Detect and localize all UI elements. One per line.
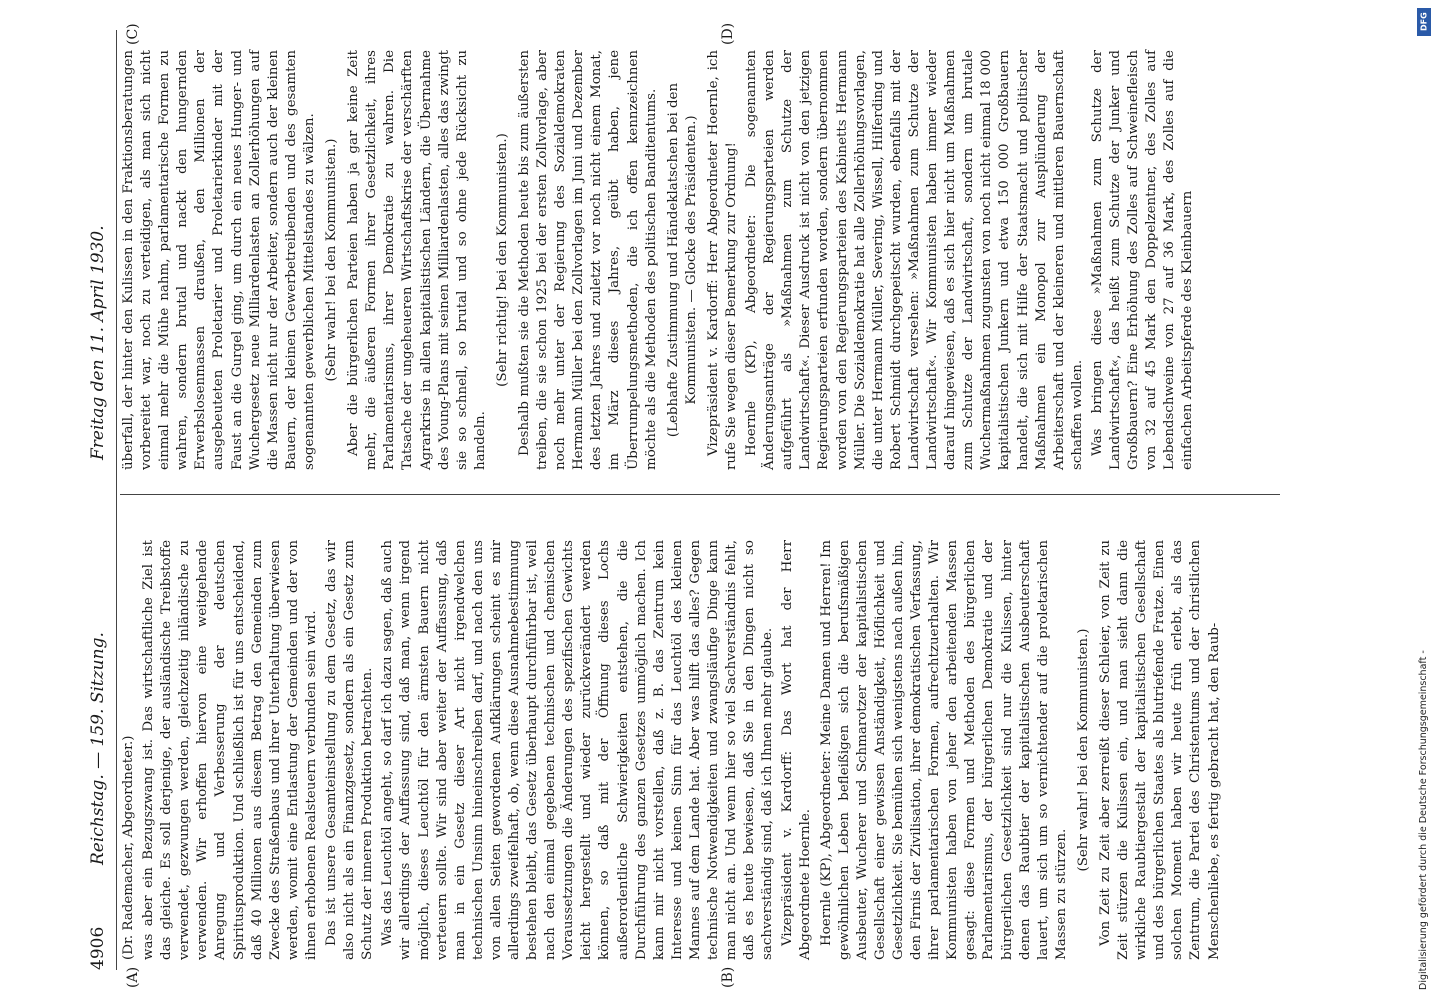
- margin-marker-c: (C): [125, 23, 141, 45]
- paragraph: Deshalb mußten sie die Methoden heute bis zum äußersten treiben, die sie schon 1925 bei der ersten Zollvorlage, aber noch mehr unter der Regierung des Sozialdemokraten Hermann Müller bei den Zollvorlagen im Juni und Dezember des letzten Jahres und zuletzt vor noch nicht einem Monat, im März dieses Jahres, geübt haben, jene Überrumpelungsmethoden, die ich offen kennzeichnen möchte als die Methoden des politischen Banditentums.: [516, 50, 659, 470]
- paragraph: Von Zeit zu Zeit aber zerreißt dieser Schleier, von Zeit zu Zeit stürzen die Kulissen ein, und man sieht dann die wirkliche Raubtiergestalt der kapitalistischen Gesellschaft und des bürgerlichen Staates als blutriefende Fratze. Einen solchen Moment haben wir heute früh erlebt, als das Zentrum, die Partei des Christentums und der christlichen Menschenliebe, es fertig gebracht hat, den Raub-: [1097, 540, 1222, 960]
- dfg-logo: DFG: [1417, 8, 1431, 36]
- margin-marker-b: (B): [720, 966, 736, 988]
- right-running-title: Freitag den 11. April 1930.: [88, 225, 108, 460]
- paragraph: Vizepräsident v. Kardorff: Herr Abgeordneter Hoernle, ich rufe Sie wegen dieser Bemerkung zur Ordnung!: [705, 50, 739, 470]
- interjection: (Sehr wahr! bei den Kommunisten.): [324, 138, 340, 382]
- digitization-credit: [1416, 10, 1432, 1000]
- header-rule: [116, 30, 117, 970]
- speaker-reference: (Dr. Rademacher, Abgeordneter.): [121, 735, 136, 960]
- interjection: (Sehr richtig! bei den Kommunisten.): [494, 133, 510, 387]
- page-number: 4906: [88, 926, 108, 970]
- page-header: [88, 50, 118, 970]
- left-running-title: Reichstag. — 159. Sitzung.: [88, 632, 108, 865]
- paragraph: Was das Leuchtöl angeht, so darf ich dazu sagen, daß auch wir allerdings der Auffassung sind, daß man, wenn irgend möglich, dieses Leuchtöl für den ärmsten Bauern nicht verteuern sollte. Wir sind aber weiter der Auffassung, daß man in ein Gesetz dieser Art nicht irgendwelchen technischen Unsinn hineinschreiben darf, und nach den uns von allen Seiten gewordenen Aufklärungen scheint es mir allerdings zweifelhaft, ob, wenn diese Ausnahmebestimmung bestehen bleibt, das Gesetz überhaupt durchführbar ist, weil nach den einmal gegebenen technischen und chemischen Voraussetzungen die Änderungen des spezifischen Gewichts leicht hergestellt und wieder zurückverändert werden können, so daß mit der Öffnung dieses Lochs außerordentliche Schwierigkeiten entstehen, die die Durchführung des ganzen Gesetzes unmöglich machen. Ich kann mir nicht vorstellen, daß z. B. das Zentrum kein Interesse und keinen Sinn für das Leuchtöl des kleinen Mannes auf dem Lande hat. Aber was hilft das alles? Gegen technische Notwendigkeiten und zwangsläufige Dinge kann man nicht an. Und wenn hier so viel Sachverständnis fehlt, daß es heute bewiesen, daß Sie in den Dingen nicht so sachverständig sind, daß ich Ihnen mehr glaube.: [380, 540, 776, 960]
- interjection: (Lebhafte Zustimmung und Händeklatschen bei den Kommunisten. — Glocke des Präsidenten.): [665, 82, 699, 438]
- interjection: (Sehr wahr! bei den Kommunisten.): [1075, 628, 1091, 872]
- column-right: [120, 50, 1199, 470]
- paragraph: Hoernle (KP), Abgeordneter: Die sogenannten Änderungsanträge der Regierungsparteien werden aufgeführt als »Maßnahmen zum Schutze der Landwirtschaft«. Dieser Ausdruck ist nicht von den jetzigen Regierungsparteien erfunden worden, sondern übernommen worden von den Regierungsparteien des Kabinetts Hermann Müller. Die Sozialdemokratie hat alle Zollerhöhungsvorlagen, die unter Hermann Müller, Severing, Wissell, Hilferding und Robert Schmidt durchgepeitscht wurden, ebenfalls mit der Landwirtschaft versehen: »Maßnahmen zum Schutze der Landwirtschaft«. Wir Kommunisten haben immer wieder darauf hingewiesen, daß es sich hier nicht um Maßnahmen zum Schutze der Landwirtschaft, sondern um brutale Wuchermaßnahmen zugunsten von noch nicht einmal 18 000 kapitalistischen Junkern und etwa 150 000 Großbauern handelt, die sich mit Hilfe der Staatsmacht und politischer Maßnahmen ein Monopol zur Ausplünderung der Arbeiterschaft und der kleineren und mittleren Bauernschaft schaffen wollen.: [744, 50, 1085, 470]
- column-divider: [120, 494, 1280, 495]
- paragraph: Hoernle (KP), Abgeordneter: Meine Damen und Herren! Im gewöhnlichen Leben befleißigen sich die berufsmäßigen Ausbeuter, Wucherer und Schmarotzer der kapitalistischen Gesellschaft einer gewissen Anständigkeit, Höflichkeit und Gesetzlichkeit. Sie bemühen sich wenigstens nach außen hin, den Firnis der Zivilisation, ihrer demokratischen Verfassung, ihrer parlamentarischen Formen, aufrechtzuerhalten. Wir Kommunisten haben von jeher den arbeitenden Massen gesagt: diese Formen und Methoden des bürgerlichen Parlamentarismus, der bürgerlichen Demokratie und der bürgerlichen Gesetzlichkeit sind nur die Kulissen, hinter denen das Raubtier der kapitalistischen Ausbeuterschaft lauert, um sich um so vernichtender auf die proletarischen Massen zu stürzen.: [818, 540, 1069, 960]
- column-left: [120, 540, 1226, 960]
- paragraph: was aber ein Bezugszwang ist. Das wirtschaftliche Ziel ist das gleiche. Es soll derjenige, der ausländische Treibstoffe verwendet, gezwungen werden, gleichzeitig inländische zu verwenden. Wir erhoffen hiervon eine weitgehende Anregung und Verbesserung der deutschen Spiritusproduktion. Und schließlich ist für uns entscheidend, daß 40 Millionen aus diesem Betrag den Gemeinden zum Zwecke des Straßenbaus und ihrer Unterhaltung überwiesen werden, womit eine Entlastung der Gemeinden und der von ihnen erhobenen Realsteuern verbunden sein wird.: [141, 540, 319, 960]
- paragraph: überfall, der hinter den Kulissen in den Fraktionsberatungen vorbereitet war, noch zu verteidigen, als man sich nicht einmal mehr die Mühe nahm, parlamentarische Formen zu wahren, sondern brutal und nackt den hungernden Erwerbslosenmassen draußen, den Millionen der ausgebeuteten Proletarier und Proletarierkinder mit der Faust an die Gurgel ging, um durch ein neues Hunger- und Wuchergesetz neue Milliardenlasten an Zollerhöhungen auf die Massen nicht nur der Arbeiter, sondern auch der kleinen Bauern, der kleinen Gewerbetreibenden und des gesamten sogenannten gewerblichen Mittelstandes zu wälzen.: [121, 50, 317, 470]
- credit-text: Digitalisierung gefördert durch die Deutsche Forschungsgemeinschaft -: [1418, 650, 1429, 990]
- paragraph: Das ist unsere Gesamteinstellung zu dem Gesetz, das wir also nicht als ein Finanzgesetz, sondern als ein Gesetz zum Schutz der inneren Produktion betrachten.: [324, 540, 376, 960]
- margin-marker-a: (A): [125, 966, 141, 988]
- paragraph: Aber die bürgerlichen Parteien haben ja gar keine Zeit mehr, die äußeren Formen ihrer Gesetzlichkeit, ihres Parlamentarismus, ihrer Demokratie zu wahren. Die Tatsache der ungeheueren Wirtschaftskrise der verschärften Agrarkrise in allen kapitalistischen Ländern, die Übernahme des Young-Plans mit seinen Milliardenlasten, alles das zwingt sie so schnell, so brutal und so ohne jede Rücksicht zu handeln.: [346, 50, 488, 470]
- paragraph: Vizepräsident v. Kardorff: Das Wort hat der Herr Abgeordnete Hoernle.: [780, 540, 814, 960]
- paragraph: Was bringen diese »Maßnahmen zum Schutze der Landwirtschaft«, das heißt zum Schutze der Junker und Großbauern? Eine Erhöhung des Zolles auf Schweinefleisch von 32 auf 45 Mark den Doppelzentner, des Zolles auf Lebendschweine von 27 auf 36 Mark, des Zolles auf die einfachen Arbeitspferde des Kleinbauern: [1089, 50, 1196, 470]
- margin-marker-d: (D): [720, 22, 736, 45]
